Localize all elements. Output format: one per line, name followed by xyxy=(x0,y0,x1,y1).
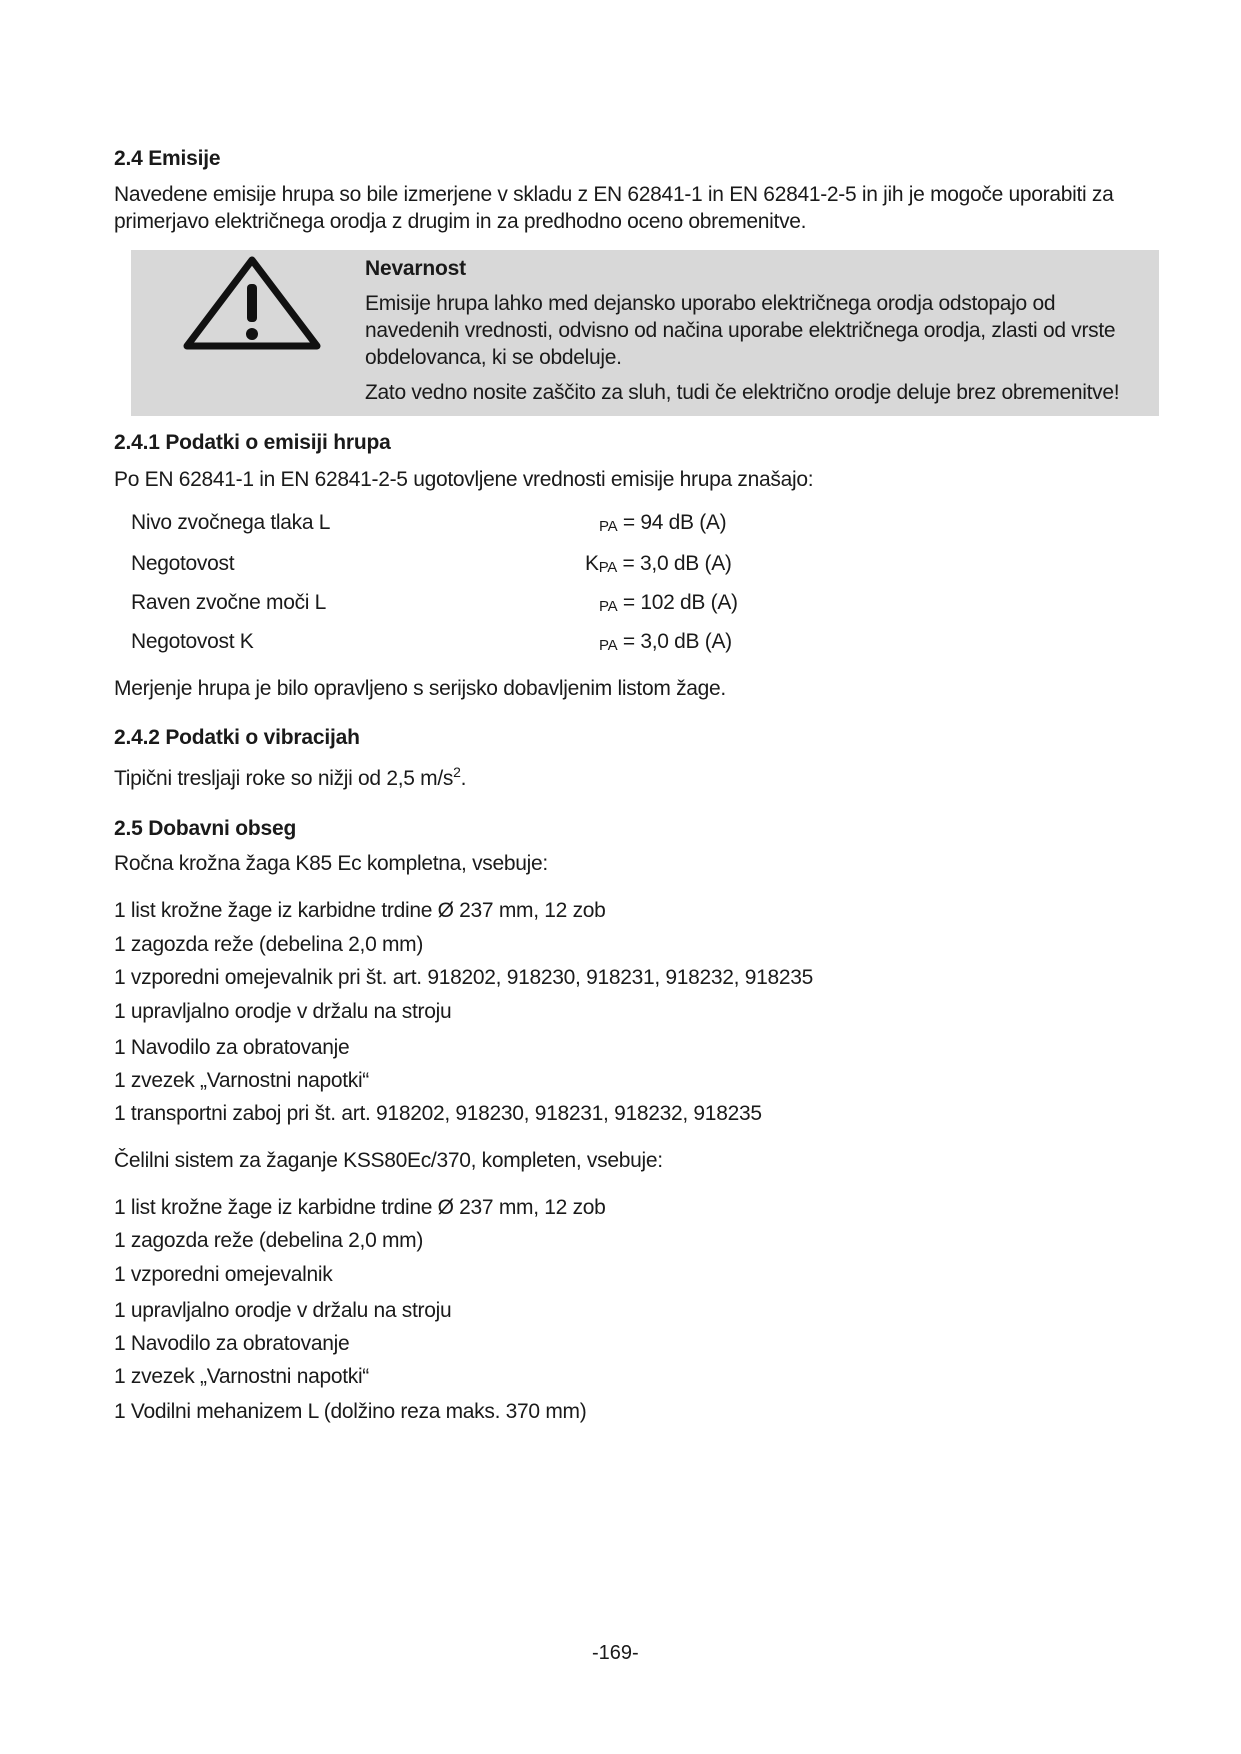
danger-line-4: Zato vedno nosite zaščito za sluh, tudi če električno orodje deluje brez obremenitve! xyxy=(365,381,1120,404)
list-item: 1 zvezek „Varnostni napotki“ xyxy=(114,1069,370,1092)
list-item: 1 list krožne žage iz karbidne trdine Ø 237 mm, 12 zob xyxy=(114,899,606,922)
heading-2-4-1: 2.4.1 Podatki o emisiji hrupa xyxy=(114,431,391,454)
noise-row-label: Negotovost xyxy=(131,552,235,575)
noise-row-label: Nivo zvočnega tlaka L xyxy=(131,511,331,534)
list-item: 1 upravljalno orodje v držalu na stroju xyxy=(114,1299,452,1322)
danger-line-1: Emisije hrupa lahko med dejansko uporabo električnega orodja odstopajo od xyxy=(365,292,1056,315)
noise-row-value: KPA = 3,0 dB (A) xyxy=(585,552,732,576)
list-item: 1 transportni zaboj pri št. art. 918202, 918230, 918231, 918232, 918235 xyxy=(114,1102,762,1125)
noise-note: Merjenje hrupa je bilo opravljeno s serijsko dobavljenim listom žage. xyxy=(114,677,726,700)
delivery-intro-1: Ročna krožna žaga K85 Ec kompletna, vsebuje: xyxy=(114,852,548,875)
list-item: 1 Navodilo za obratovanje xyxy=(114,1036,350,1059)
noise-row-value: PA = 3,0 dB (A) xyxy=(599,630,732,654)
heading-2-4: 2.4 Emisije xyxy=(114,147,221,170)
noise-row-label: Raven zvočne moči L xyxy=(131,591,327,614)
heading-2-4-2: 2.4.2 Podatki o vibracijah xyxy=(114,726,360,749)
list-item: 1 zvezek „Varnostni napotki“ xyxy=(114,1365,370,1388)
list-item: 1 Navodilo za obratovanje xyxy=(114,1332,350,1355)
intro-line-2: primerjavo električnega orodja z drugim in za predhodno oceno obremenitve. xyxy=(114,210,807,233)
intro-line-1: Navedene emisije hrupa so bile izmerjene v skladu z EN 62841-1 in EN 62841-2-5 in jih je mogoče uporabiti za xyxy=(114,183,1114,206)
noise-row-value: PA = 102 dB (A) xyxy=(599,591,738,615)
noise-row-value: PA = 94 dB (A) xyxy=(599,511,727,535)
list-item: 1 vzporedni omejevalnik pri št. art. 918202, 918230, 918231, 918232, 918235 xyxy=(114,966,814,989)
danger-notice-box xyxy=(131,250,1159,416)
danger-line-2: navedenih vrednosti, odvisno od načina uporabe električnega orodja, zlasti od vrste xyxy=(365,319,1116,342)
list-item: 1 vzporedni omejevalnik xyxy=(114,1263,333,1286)
heading-2-5: 2.5 Dobavni obseg xyxy=(114,817,297,840)
list-item: 1 list krožne žage iz karbidne trdine Ø 237 mm, 12 zob xyxy=(114,1196,606,1219)
danger-title: Nevarnost xyxy=(365,257,466,280)
list-item: 1 upravljalno orodje v držalu na stroju xyxy=(114,1000,452,1023)
delivery-intro-2: Čelilni sistem za žaganje KSS80Ec/370, kompleten, vsebuje: xyxy=(114,1149,663,1172)
list-item: 1 zagozda reže (debelina 2,0 mm) xyxy=(114,933,424,956)
danger-line-3: obdelovanca, ki se obdeluje. xyxy=(365,346,622,369)
noise-row-label: Negotovost K xyxy=(131,630,254,653)
vibration-text: Tipični tresljaji roke so nižji od 2,5 $m/s^2$. xyxy=(114,764,467,790)
list-item: 1 Vodilni mehanizem L (dolžino reza maks. 370 mm) xyxy=(114,1400,587,1423)
page-number: -169- xyxy=(592,1642,639,1664)
list-item: 1 zagozda reže (debelina 2,0 mm) xyxy=(114,1229,424,1252)
noise-intro: Po EN 62841-1 in EN 62841-2-5 ugotovljene vrednosti emisije hrupa znašajo: xyxy=(114,468,814,491)
warning-triangle-icon xyxy=(181,254,323,354)
